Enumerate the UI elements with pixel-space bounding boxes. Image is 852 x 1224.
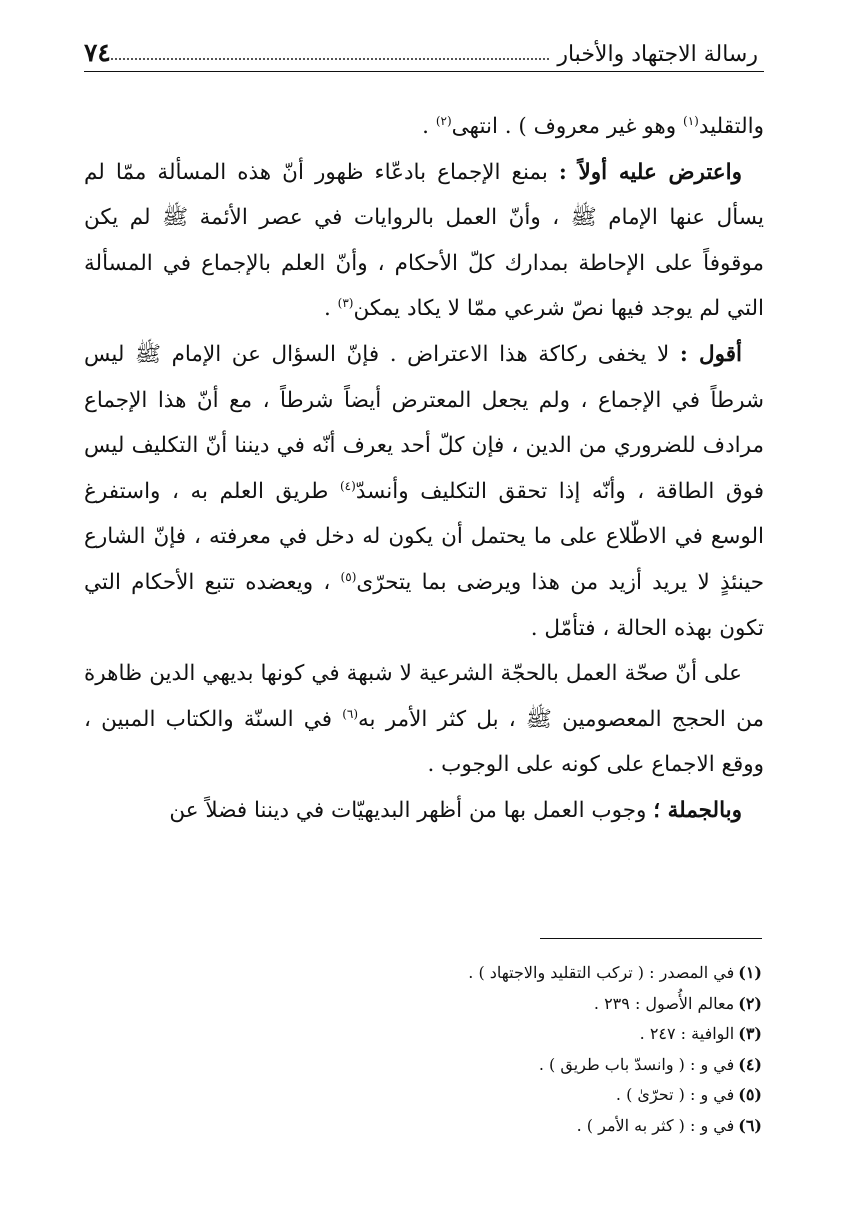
main-text <box>84 104 764 834</box>
footnote-4 <box>102 1050 762 1081</box>
paragraph-2 <box>84 150 764 332</box>
footnote-number: (٤) <box>738 1054 762 1074</box>
leader-dots <box>111 58 550 60</box>
footnote-ref: (١) <box>683 113 699 128</box>
footnote-ref: (٦) <box>342 706 359 721</box>
text-run: على أنّ صحّة العمل بالحجّة الشرعية لا شبهة في كونها بديهي الدين ظاهرة من الحجج المعصومين ﷺ ، بل كثر الأمر به <box>84 661 764 732</box>
footnote-1 <box>102 958 762 989</box>
text-run: . <box>422 114 436 139</box>
footnote-number: (٢) <box>738 993 762 1013</box>
paragraph-1 <box>84 104 764 150</box>
footnote-2 <box>102 989 762 1020</box>
footnote-divider <box>540 938 762 939</box>
footnote-6 <box>102 1111 762 1142</box>
footnotes <box>102 958 762 1142</box>
footnote-ref: (٤) <box>339 478 356 493</box>
paragraph-lead: وبالجملة ؛ <box>653 797 742 823</box>
footnote-ref: (٥) <box>340 569 357 584</box>
text-run: بمنع الإجماع بادعّاء ظهور أنّ هذه المسألة ممّا لم يسأل عنها الإمام ﷺ ، وأنّ العمل بالروايات في عصر الأئمة ﷺ لم يكن موقوفاً على الإحاطة بمدارك كلّ الأحكام ، وأنّ العلم بالإجماع في المسألة التي لم يوجد فيها نصّ شرعي ممّا لا يكاد يمكن <box>84 159 764 322</box>
text-run: وجوب العمل بها من أظهر البديهيّات في ديننا فضلاً عن <box>169 797 654 823</box>
footnote-text: في و : ( وانسدّ باب طريق ) . <box>538 1054 735 1074</box>
paragraph-4 <box>84 651 764 788</box>
footnote-text: الوافية : ٢٤٧ . <box>639 1024 735 1044</box>
footnote-text: في و : ( كثر به الأمر ) . <box>576 1115 735 1135</box>
paragraph-lead: واعترض عليه أولاً : <box>558 159 742 185</box>
text-run: وهو غير معروف ) . انتهى <box>451 114 683 139</box>
running-title <box>111 42 758 67</box>
footnote-ref: (٢) <box>435 113 452 128</box>
footnote-number: (٦) <box>738 1115 762 1135</box>
running-title-text: رسالة الاجتهاد والأخبار <box>557 42 758 67</box>
page-header <box>84 34 764 72</box>
footnote-number: (٥) <box>738 1085 762 1105</box>
footnote-text: في المصدر : ( تركب التقليد والاجتهاد ) . <box>468 963 735 982</box>
paragraph-lead: أقول : <box>679 341 742 367</box>
footnote-text: في و : ( تحرّىٰ ) . <box>615 1085 735 1105</box>
footnote-3 <box>102 1019 762 1050</box>
text-run: لا يخفى ركاكة هذا الاعتراض . فإنّ السؤال عن الإمام ﷺ ليس شرطاً في الإجماع ، ولم يجعل المعترض أيضاً شرطاً ، مع أنّ هذا الإجماع مرادف للضروري من الدين ، فإن كلّ أحد يعرف أنّه في ديننا أنّ التكليف ليس فوق الطاقة ، وأنّه إذا تحقق التكليف وأنسدّ <box>84 341 764 504</box>
page-number: ٧٤ <box>84 38 111 67</box>
text-run: . <box>323 296 338 322</box>
footnote-ref: (٣) <box>337 296 354 311</box>
footnote-number: (٣) <box>738 1024 762 1044</box>
paragraph-3 <box>84 332 764 651</box>
footnote-text: معالم الأُصول : ٢٣٩ . <box>593 993 735 1013</box>
text-run: في السنّة والكتاب المبين ، ووقع الاجماع على كونه على الوجوب . <box>84 706 764 778</box>
footnote-5 <box>102 1080 762 1111</box>
paragraph-5 <box>84 788 764 834</box>
text-run: طريق العلم به ، واستفرغ الوسع في الاطّلاع على ما يحتمل أن يكون له دخل في معرفته ، فإنّ الشارع حينئذٍ لا يريد أزيد من هذا ويرضى بما يتحرّى <box>84 478 765 595</box>
text-run: والتقليد <box>698 114 764 139</box>
footnote-number: (١) <box>738 963 762 982</box>
text-run: ، ويعضده تتبع الأحكام التي تكون بهذه الحالة ، فتأمّل . <box>84 569 764 641</box>
